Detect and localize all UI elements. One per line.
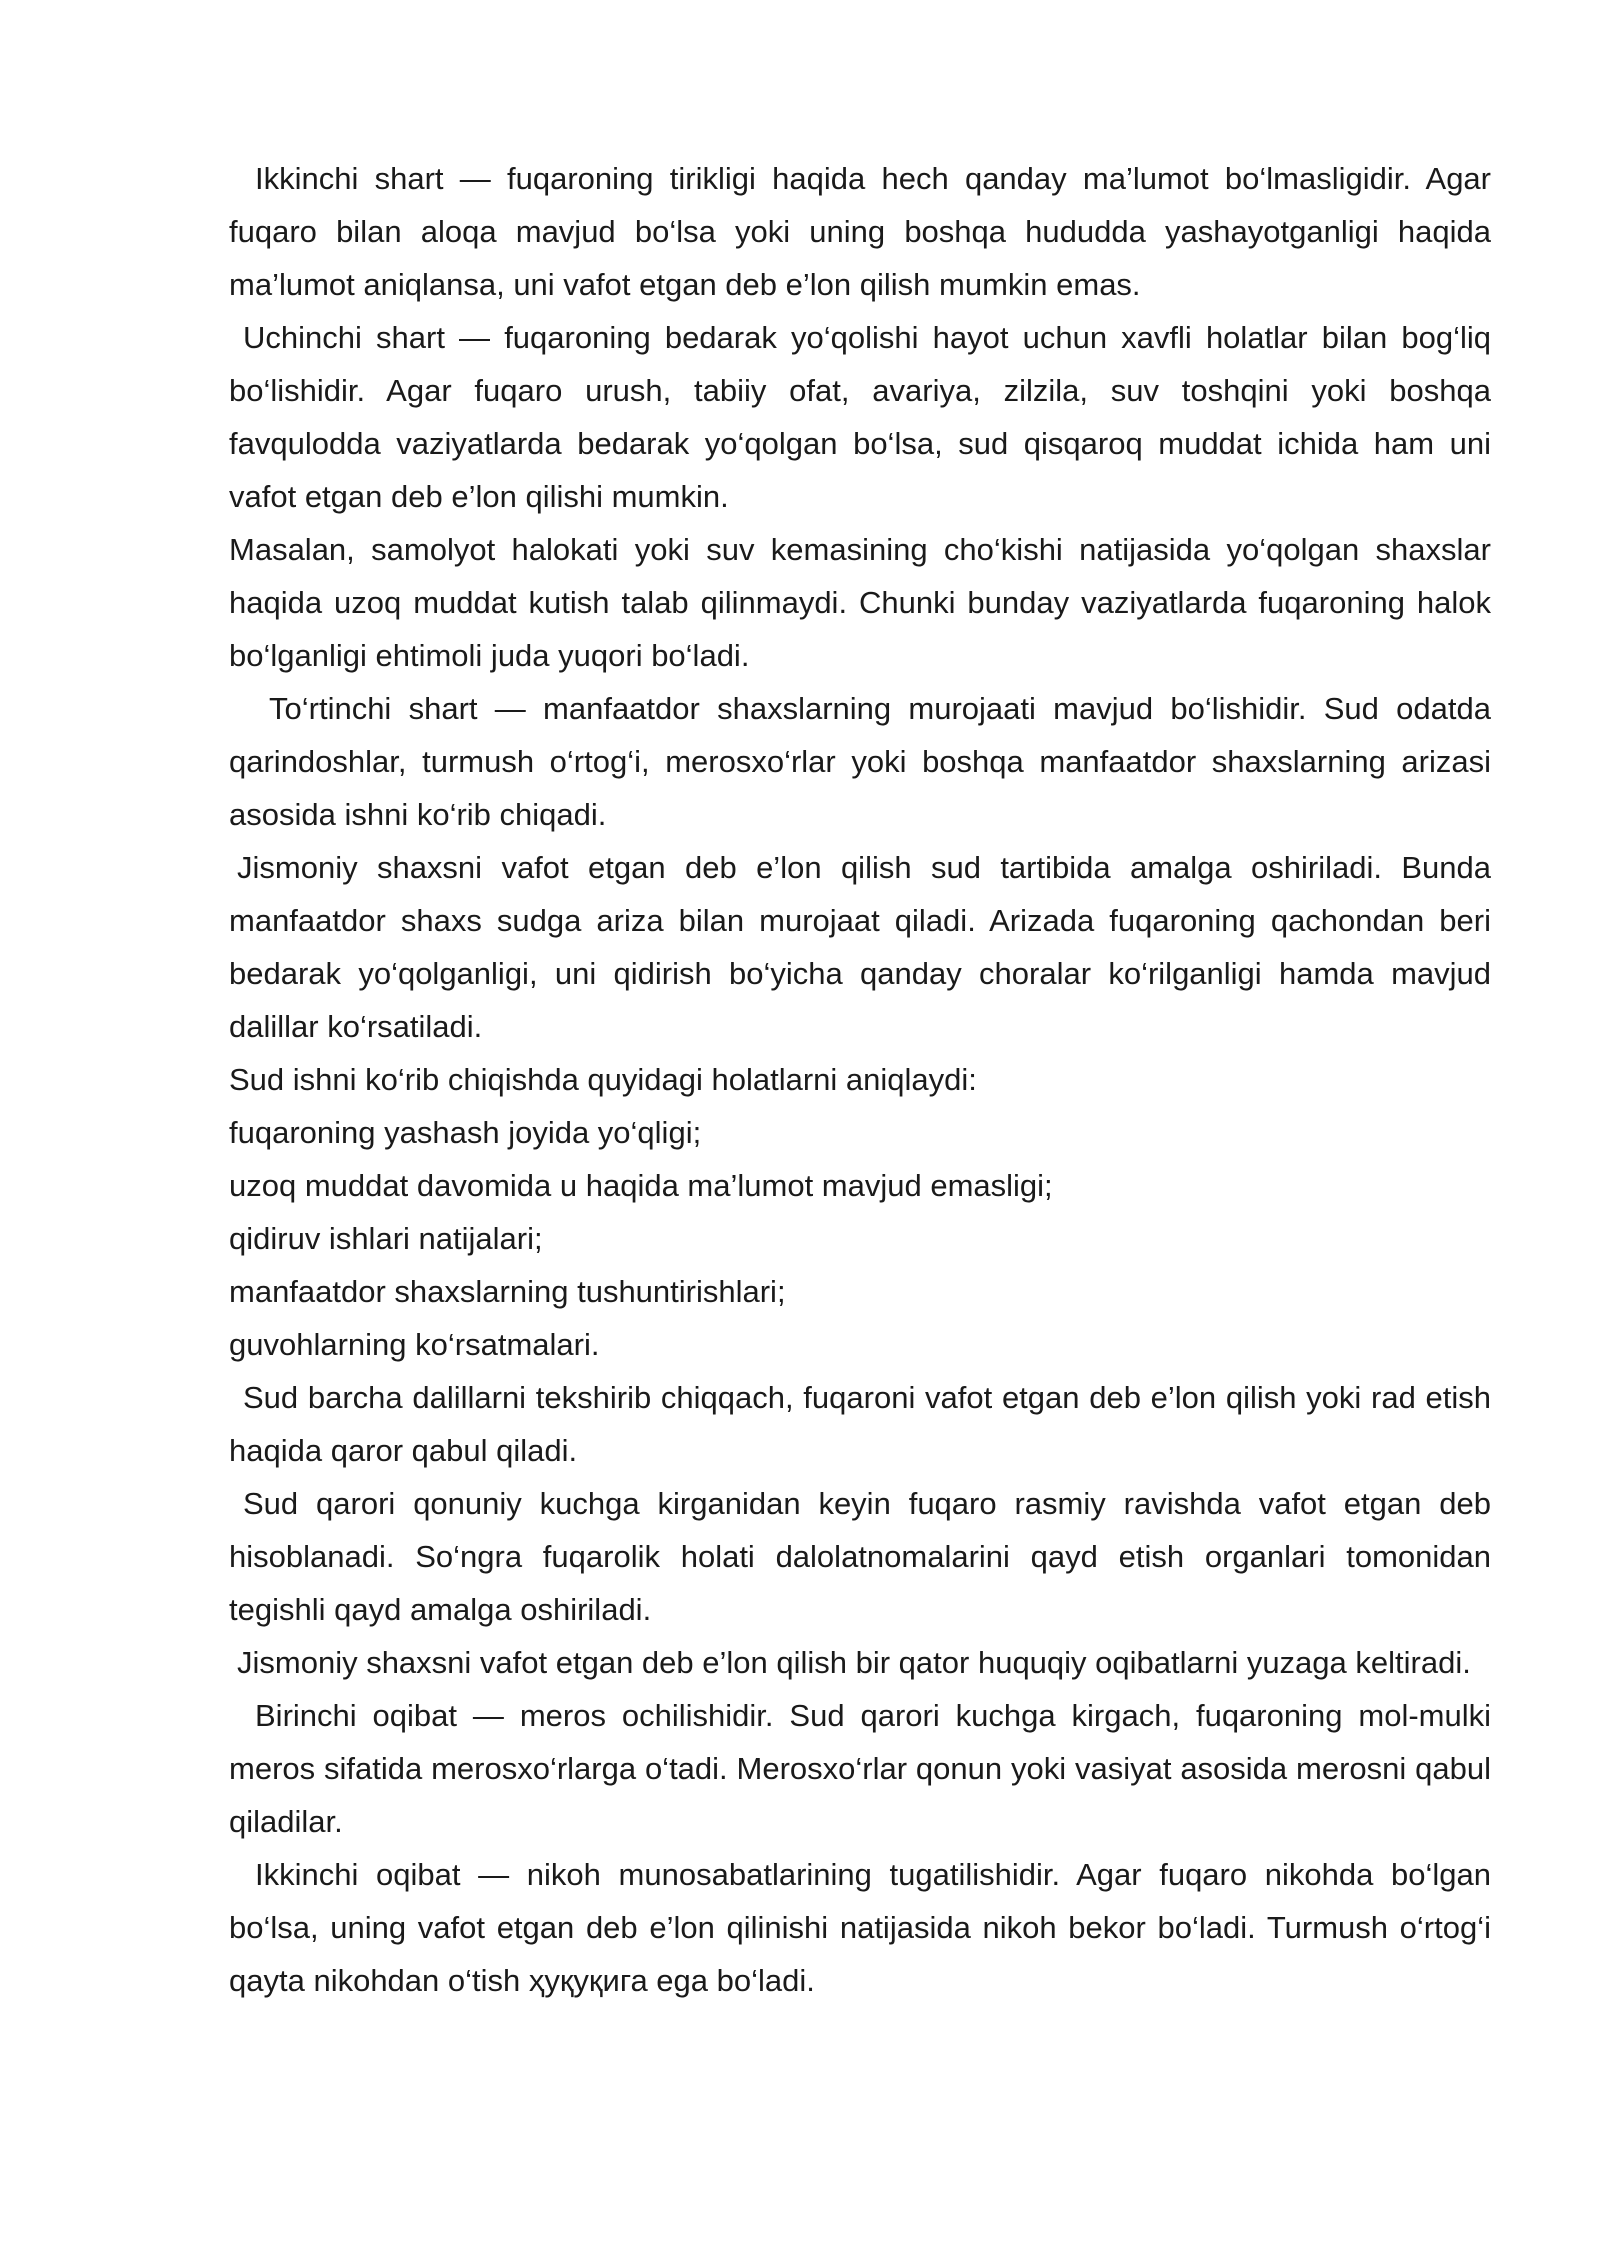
paragraph-court-determines: Sud ishni ko‘rib chiqishda quyidagi holatlarni aniqlaydi: bbox=[229, 1062, 977, 1097]
paragraph-fourth-condition: To‘rtinchi shart — manfaatdor shaxslarning murojaati mavjud bo‘lishidir. Sud odatda qarindoshlar, turmush o‘rtog‘i, merosxo‘rlar yoki boshqa manfaatdor shaxslarning arizasi asosida ishni ko‘rib chiqadi. bbox=[229, 691, 1491, 832]
paragraph-second-condition: Ikkinchi shart — fuqaroning tirikligi haqida hech qanday ma’lumot bo‘lmasligidir. Agar fuqaro bilan aloqa mavjud bo‘lsa yoki uning boshqa hududda yashayotganligi haqida ma’lumot aniqlansa, uni vafot etgan deb e’lon qilish mumkin emas. bbox=[229, 161, 1491, 302]
paragraph-court-procedure: Jismoniy shaxsni vafot etgan deb e’lon qilish sud tartibida amalga oshiriladi. Bunda manfaatdor shaxs sudga ariza bilan murojaat qiladi. Arizada fuqaroning qachondan beri bedarak yo‘qolganligi, uni qidirish bo‘yicha qanday choralar ko‘rilganligi hamda mavjud dalillar ko‘rsatiladi. bbox=[229, 850, 1491, 1044]
paragraph-second-consequence: Ikkinchi oqibat — nikoh munosabatlarining tugatilishidir. Agar fuqaro nikohda bo‘lgan bo‘lsa, uning vafot etgan deb e’lon qilinishi natijasida nikoh bekor bo‘ladi. Turmush o‘rtog‘i qayta nikohdan o‘tish ҳуқуқига ega bo‘ladi. bbox=[229, 1857, 1491, 1998]
paragraph-legal-consequences: Jismoniy shaxsni vafot etgan deb e’lon qilish bir qator huquqiy oqibatlarni yuzaga keltiradi. bbox=[237, 1645, 1471, 1680]
list-item: guvohlarning ko‘rsatmalari. bbox=[229, 1327, 600, 1362]
list-item: uzoq muddat davomida u haqida ma’lumot mavjud emasligi; bbox=[229, 1168, 1053, 1203]
paragraph-court-decision: Sud barcha dalillarni tekshirib chiqqach, fuqaroni vafot etgan deb e’lon qilish yoki rad etish haqida qaror qabul qiladi. bbox=[229, 1380, 1491, 1468]
paragraph-first-consequence: Birinchi oqibat — meros ochilishidir. Sud qarori kuchga kirgach, fuqaroning mol-mulki meros sifatida merosxo‘rlarga o‘tadi. Merosxo‘rlar qonun yoki vasiyat asosida merosni qabul qiladilar. bbox=[229, 1698, 1491, 1839]
paragraph-legal-force: Sud qarori qonuniy kuchga kirganidan keyin fuqaro rasmiy ravishda vafot etgan deb hisoblanadi. So‘ngra fuqarolik holati dalolatnomalarini qayd etish organlari tomonidan tegishli qayd amalga oshiriladi. bbox=[229, 1486, 1491, 1627]
document-page bbox=[229, 152, 1491, 2007]
list-item: fuqaroning yashash joyida yo‘qligi; bbox=[229, 1115, 702, 1150]
paragraph-example: Masalan, samolyot halokati yoki suv kemasining cho‘kishi natijasida yo‘qolgan shaxslar haqida uzoq muddat kutish talab qilinmaydi. Chunki bunday vaziyatlarda fuqaroning halok bo‘lganligi ehtimoli juda yuqori bo‘ladi. bbox=[229, 532, 1491, 673]
list-item: qidiruv ishlari natijalari; bbox=[229, 1221, 543, 1256]
list-item: manfaatdor shaxslarning tushuntirishlari; bbox=[229, 1274, 786, 1309]
paragraph-third-condition: Uchinchi shart — fuqaroning bedarak yo‘qolishi hayot uchun xavfli holatlar bilan bog‘liq bo‘lishidir. Agar fuqaro urush, tabiiy ofat, avariya, zilzila, suv toshqini yoki boshqa favqulodda vaziyatlarda bedarak yo‘qolgan bo‘lsa, sud qisqaroq muddat ichida ham uni vafot etgan deb e’lon qilishi mumkin. bbox=[229, 320, 1491, 514]
